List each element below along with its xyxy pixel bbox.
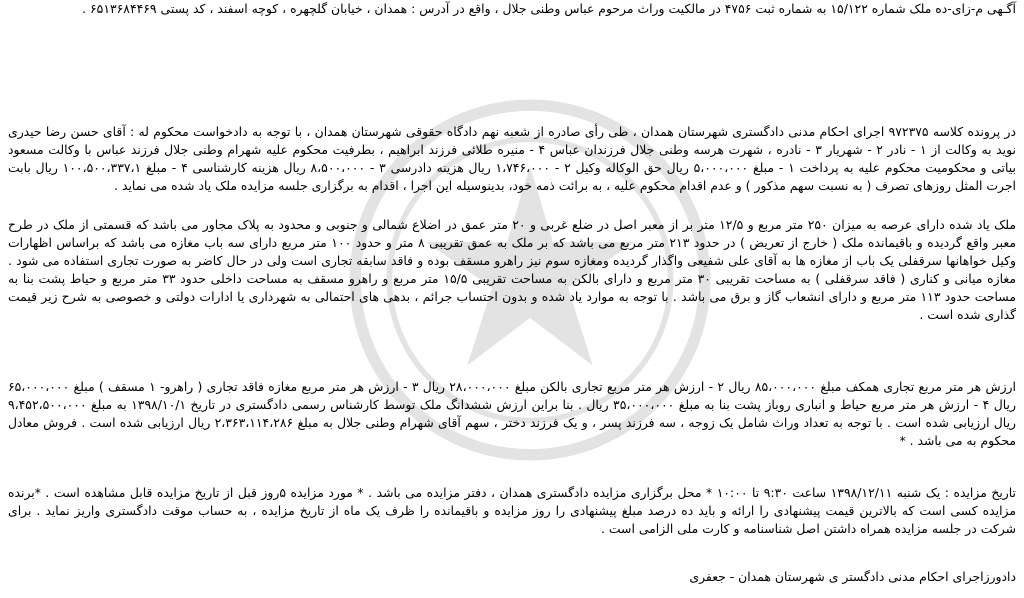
notice-header: آگـهی م-زای-ده ملک شماره ۱۵/۱۲۲ به شماره ثبت ۴۷۵۶ در مالکیت وراث مرحوم عباس وطنی جلال ، واقع در آدرس : همدان ، خیابان گلچهره ، کوچه اسفند ، کد پستی ۶۵۱۳۶۸۴۴۶۹ . xyxy=(82,1,1016,16)
signature-line: دادورزاجرای احکام مدنی دادگستر ی شهرستان همدان - جعفری xyxy=(689,569,1016,584)
property-description-paragraph: ملک یاد شده دارای عرصه به میزان ۲۵۰ متر مربع و ۱۲/۵ متر بر از معبر اصل در ضلع غربی و ۲۰ متر عمق در اضلاع شمالی و جنوبی و محدود به پلاک مجاور می باشد که قسمتی از ملک در طرح معبر واقع گردیده و باقیمانده ملک ( خارج از تعریض ) در حدود ۲۱۳ متر مربع می باشد که بر ملک به عمق تقریبی ۸ متر و حدود ۱۰۰ متر مربع دارای سه باب مغازه می باشد که براساس اظهارات وکیل خواهانها سرقفلی یک باب از مغازه ها به آقای علی شفیعی واگذار گردیده ومغازه سوم نیز راهرو مسقف بوده و فاقد سابقه تجاری است ولی در حال کاضر به صورت تجاری استفاده می شود . مغازه میانی و کناری ( فاقد سرقفلی ) به مساحت تقریبی ۳۰ متر مربع و دارای بالکن به مساحت تقریبی ۱۵/۵ متر مربع و راهرو مسقف به مساحت داخلی حدود ۳۳ متر مربع و حیاط پشت بنا به مساحت حدود ۱۱۳ متر مربع و دارای انشعاب گاز و برق می باشد . با توجه به موارد یاد شده و بدون احتساب جرائم ، بدهی های احتمالی به شهرداری یا ادارات دولتی و خصوصی به شرح زیر قیمت گذاری شده است . xyxy=(8,217,1017,322)
case-paragraph: در پرونده کلاسه ۹۷۲۳۷۵ اجرای احکام مدنی دادگستری شهرستان همدان ، طی رأی صادره از شعبه نهم دادگاه حقوقی شهرستان همدان ، با توجه به دادخواست محکوم له : آقای حسن رضا حیدری نوید به وکالت از ۱ - نادر ۲ - شهریار ۳ - نادره ، شهرت هرسه وطنی جلال فرزندان عباس ۴ - منیره طلائی فرزند ابراهیم ، بطرفیت محکوم علیه شهرام وطنی جلال فرزند عباس با وکالت مسعود بیاتی و محکومیت محکوم علیه به پرداخت ۱ - مبلغ ۵،۰۰۰،۰۰۰ ریال حق الوکاله وکیل ۲ - ۱،۷۴۶،۰۰۰ ریال هزینه دادرسی ۳ - ۸،۵۰۰،۰۰۰ ریال هزینه کارشناسی ۴ - مبلغ ۱۰۰،۵۰۰،۳۳۷،۱ ریال بابت اجرت المثل روزهای تصرف ( به نسبت سهم مذکور ) و عدم اقدام محکوم علیه ، به برائت ذمه خود، بدینوسیله این اجرا ، اقدام به برگزاری جلسه مزایده ملک یاد شده می نماید . xyxy=(8,124,1016,193)
valuation-paragraph: ارزش هر متر مربع تجاری همکف مبلغ ۸۵،۰۰۰،۰۰۰ ریال ۲ - ارزش هر متر مربع تجاری بالکن مبلغ ۲۸،۰۰۰،۰۰۰ ریال ۳ - ارزش هر متر مربع مغازه فاقد تجاری ( راهرو- ۱ مسقف ) مبلغ ۶۵،۰۰۰،۰۰۰ ریال ۴ - ارزش هر متر مربع حیاط و انباری روباز پشت بنا به مبلغ ۳۵،۰۰۰،۰۰۰ ریال . بنا براین ارزش ششدانگ ملک توسط کارشناس رسمی دادگستری در تاریخ ۱۳۹۸/۱۰/۱ به مبلغ ۹،۴۵۲،۵۰۰،۰۰۰ ریال ارزیابی شده است . با توجه به تعداد وراث شامل یک زوجه ، سه فرزند پسر ، و یک فرزند دختر ، سهم آقای شهرام وطنی جلال به مبلغ ۲،۳۶۳،۱۱۴،۲۸۶ ریال ارزیابی شده است . فروش معادل محکوم به می باشد . * xyxy=(8,379,1017,448)
auction-details-paragraph: تاریخ مزایده : یک شنبه ۱۳۹۸/۱۲/۱۱ ساعت ۹:۳۰ تا ۱۰:۰۰ * محل برگزاری مزایده دادگستری همدان ، دفتر مزایده می باشد . * مورد مزایده ۵روز قبل از تاریخ مزایده قابل مشاهده است . *برنده مزایده کسی است که بالاترین قیمت پیشنهادی را ارائه و باید ده درصد مبلغ پیشنهادی را روز مزایده و باقیمانده را ظرف یک ماه از تاریخ مزایده ، به حساب موقت دادگستری واریز نماید . برای شرکت در جلسه مزایده همراه داشتن اصل شناسنامه و کارت ملی الزامی است . xyxy=(8,485,1016,536)
